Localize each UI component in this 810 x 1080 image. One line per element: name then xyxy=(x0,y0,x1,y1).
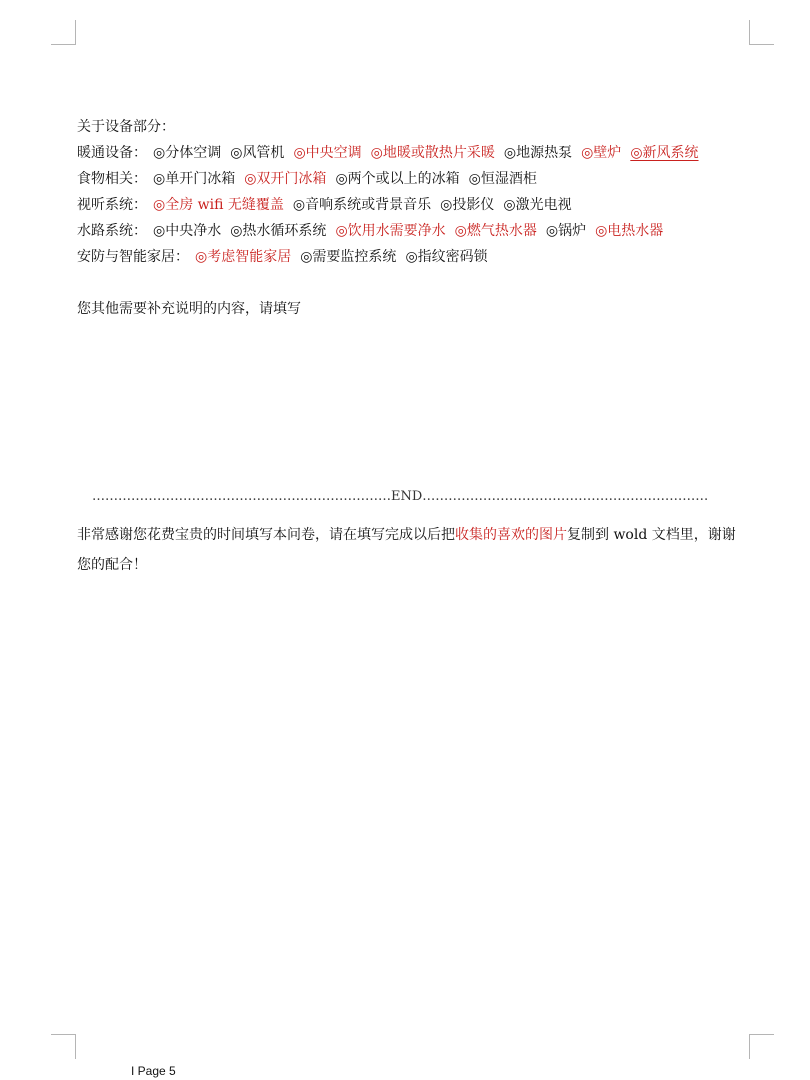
crop-mark-bottom-left-v xyxy=(75,1034,76,1059)
supplement-prompt-text: 您其他需要补充说明的内容，请填写 xyxy=(77,301,301,317)
crop-mark-top-right-h xyxy=(749,44,774,45)
row-category-label: 安防与智能家居： xyxy=(77,249,189,265)
crop-mark-bottom-right-h xyxy=(749,1034,774,1035)
thanks-text-part2: 复制到 wold 文档里，谢谢您的配合！ xyxy=(77,527,736,573)
option[interactable]: ◎锅炉 xyxy=(545,223,587,239)
option[interactable]: ◎需要监控系统 xyxy=(300,249,397,265)
option[interactable]: ◎分体空调 xyxy=(153,145,222,161)
option[interactable]: ◎恒湿酒柜 xyxy=(468,171,537,187)
option[interactable]: ◎激光电视 xyxy=(503,197,572,213)
option-selected[interactable]: ◎壁炉 xyxy=(581,145,622,161)
equipment-row xyxy=(77,140,757,166)
option[interactable]: ◎指纹密码锁 xyxy=(405,249,488,265)
row-category-label: 视听系统： xyxy=(77,197,147,213)
equipment-rows xyxy=(77,140,757,270)
row-category-label: 暖通设备： xyxy=(77,145,147,161)
option[interactable]: ◎两个或以上的冰箱 xyxy=(335,171,460,187)
option[interactable]: ◎单开门冰箱 xyxy=(153,171,236,187)
spacer xyxy=(77,270,757,296)
thanks-text-part1: 非常感谢您花费宝贵的时间填写本问卷，请在填写完成以后把 xyxy=(77,527,455,543)
option-selected[interactable]: ◎饮用水需要净水 xyxy=(335,223,446,239)
option-selected[interactable]: ◎燃气热水器 xyxy=(454,223,537,239)
option-selected[interactable]: ◎双开门冰箱 xyxy=(244,171,327,187)
option-selected[interactable]: ◎新风系统 xyxy=(630,145,699,161)
thanks-paragraph xyxy=(77,520,747,580)
crop-mark-top-left-h xyxy=(51,44,76,45)
option[interactable]: ◎中央净水 xyxy=(153,223,222,239)
option[interactable]: ◎地源热泵 xyxy=(503,145,573,161)
option-selected[interactable]: ◎地暖或散热片采暖 xyxy=(370,145,495,161)
option[interactable]: ◎音响系统或背景音乐 xyxy=(292,197,432,213)
option-selected[interactable]: ◎考虑智能家居 xyxy=(195,249,292,265)
section-title xyxy=(77,114,757,140)
option[interactable]: ◎风管机 xyxy=(230,145,285,161)
option[interactable]: ◎热水循环系统 xyxy=(230,223,327,239)
option-selected[interactable]: ◎中央空调 xyxy=(293,145,362,161)
row-category-label: 水路系统： xyxy=(77,223,147,239)
equipment-row xyxy=(77,218,757,244)
page-footer: I Page 5 xyxy=(131,1064,176,1078)
option-selected[interactable]: ◎电热水器 xyxy=(595,223,664,239)
equipment-row xyxy=(77,166,757,192)
crop-mark-bottom-left-h xyxy=(51,1034,76,1035)
questionnaire-section xyxy=(77,114,757,322)
equipment-row xyxy=(77,244,757,270)
crop-mark-bottom-right-v xyxy=(749,1034,750,1059)
section-title-text: 关于设备部分： xyxy=(77,119,175,135)
end-divider: ……………………………………………………………END………………………………………………………… xyxy=(92,489,709,504)
crop-mark-top-left-v xyxy=(75,20,76,45)
thanks-highlight: 收集的喜欢的图片 xyxy=(455,527,567,543)
equipment-row xyxy=(77,192,757,218)
option[interactable]: ◎投影仪 xyxy=(440,197,495,213)
supplement-prompt xyxy=(77,296,757,322)
option-selected[interactable]: ◎全房 wifi 无缝覆盖 xyxy=(153,197,284,213)
row-category-label: 食物相关： xyxy=(77,171,147,187)
crop-mark-top-right-v xyxy=(749,20,750,45)
